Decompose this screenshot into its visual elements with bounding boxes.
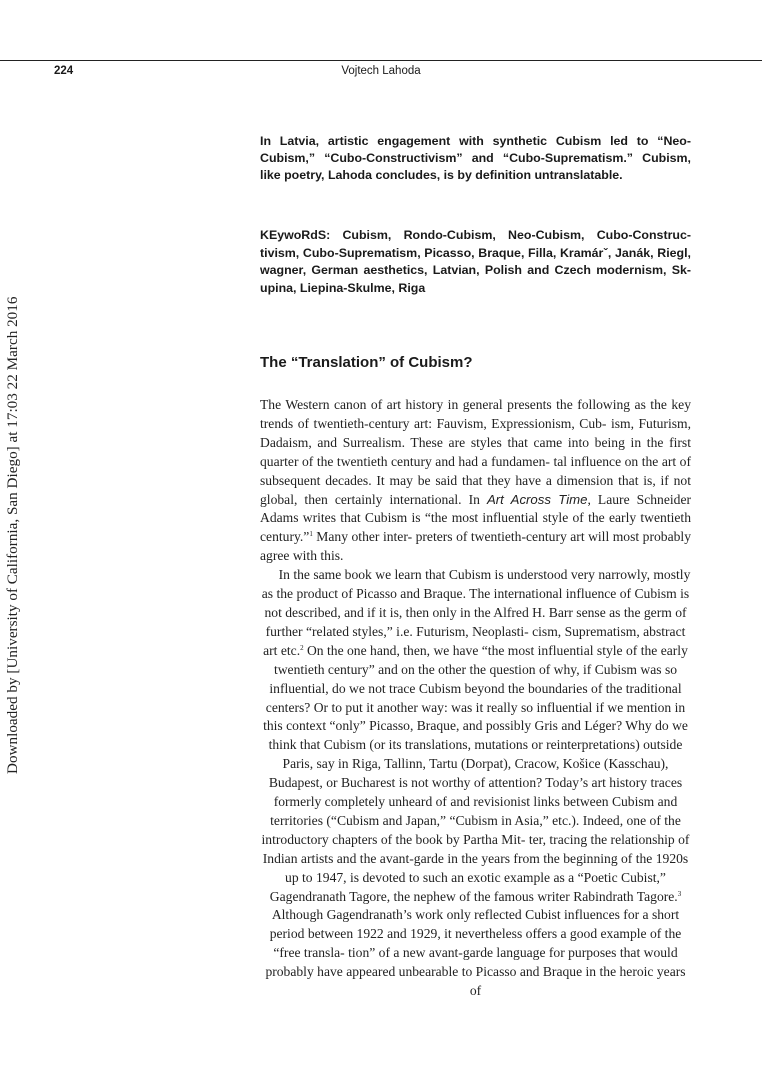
paragraph-text: Many other inter- preters of twentieth-century art will most probably agree with this. bbox=[260, 529, 691, 564]
paragraph-text: Although Gagendranath’s work only reflected Cubist influences for a short period between 1922 and 1929, it nevertheless offers a good example of the “free transla- tion” of a new avant-garde language for purposes that would probably have appeared unbearable to Picasso and Braque in the heroic years of bbox=[265, 907, 686, 999]
section-heading: The “Translation” of Cubism? bbox=[260, 354, 473, 371]
page-number: 224 bbox=[54, 65, 74, 77]
footnote-marker[interactable]: 3 bbox=[677, 889, 682, 898]
paragraph bbox=[260, 566, 691, 1001]
paragraph-text: On the one hand, then, we have “the most influential style of the early twentieth century” and on the other the question of why, if Cubism was so influential, do we not trace Cubism beyond the boundaries of the traditional centers? Or to put it another way: was it really so influential if we mention in this context “only” Picasso, Braque, and possibly Gris and Léger? Why do we think that Cubism (or its translations, mutations or reinterpretations) outside Paris, say in Riga, Tallinn, Tartu (Dorpat), Cracow, Košice (Kasschau), Budapest, or Bucharest is not worthy of attention? Today’s art history traces formerly completely unheard of and revisionist links between Cubism and territories (“Cubism and Japan,” “Cubism in Asia,” etc.). Indeed, one of the introductory chapters of the book by Partha Mit- ter, tracing the relationship of Indian artists and the avant-garde in the years from the beginning of the 1920s up to 1947, is devoted to such an exotic example as a “Poetic Cubist,” Gagendranath Tagore, the nephew of the famous writer Rabindrath Tagore. bbox=[261, 642, 690, 904]
running-head: Vojtech Lahoda bbox=[341, 65, 421, 77]
paragraph-text: In the same book we learn that Cubism is understood very narrowly, mostly as the product of Picasso and Braque. The international influence of Cubism is not described, and if it is, then only in the Alfred H. Barr sense as the germ of further “related styles,” i.e. Futurism, Neoplasti- cism, Suprematism, abstract art etc. bbox=[261, 567, 691, 658]
download-notice-text: Downloaded by [University of California, San Diego] at 17:03 22 March 2016 bbox=[4, 296, 21, 774]
paragraph-text: , Laure Schneider Adams writes that Cubism is “the most influential style of the early twentieth century.” bbox=[260, 491, 692, 545]
download-notice bbox=[3, 296, 23, 774]
book-title: Art Across Time bbox=[486, 491, 588, 507]
body-text bbox=[260, 396, 691, 1001]
header-rule bbox=[0, 60, 762, 61]
paragraph bbox=[260, 396, 691, 566]
footnote-marker[interactable]: 1 bbox=[309, 530, 313, 539]
footnote-marker[interactable]: 2 bbox=[300, 643, 304, 652]
abstract: In Latvia, artistic engagement with synthetic Cubism led to “Neo-Cubism,” “Cubo-Constructivism” and “Cubo-Suprematism.” Cubism, like poetry, Lahoda concludes, is by definition untranslatable. bbox=[260, 134, 691, 182]
keywords: KEywoRdS: Cubism, Rondo-Cubism, Neo-Cubism, Cubo-Construc- tivism, Cubo-Suprematism, Picasso, Braque, Filla, Kramárˇ, Janák, Riegl, wagner, German aesthetics, Latvian, Polish and Czech modernism, Sk- upina, Liepina-Skulme, Riga bbox=[260, 228, 691, 295]
paragraph-text: The Western canon of art history in general presents the following as the key trends of twentieth-century art: Fauvism, Expressionism, Cub- ism, Futurism, Dadaism, and Surrealism. These are styles that came into being in the first quarter of the twentieth century and had a fundamen- tal influence on the art of subsequent decades. It may be said that they have a dimension that is, if not global, then certainly international. In bbox=[260, 397, 691, 507]
